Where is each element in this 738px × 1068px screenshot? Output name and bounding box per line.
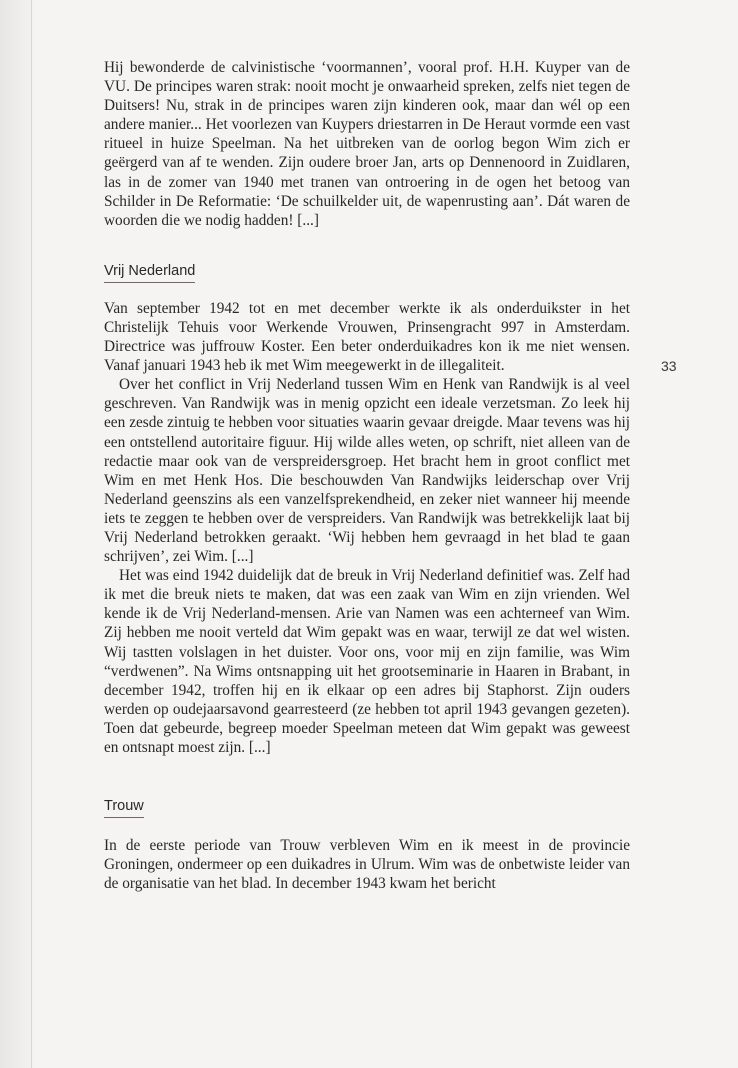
intro-paragraph: Hij bewonderde de calvinistische ‘voormannen’, vooral prof. H.H. Kuyper van de VU. De principes waren strak: nooit mocht je onwaarheid spreken, zelfs niet tegen de Duitsers! Nu, strak in de principes waren zijn kinderen ook, maar dan wél op een andere manier... Het voorlezen van Kuypers driestarren in De Heraut vormde een vast ritueel in huize Speelman. Na het uitbreken van de oorlog begon Wim zich er geërgerd van af te wenden. Zijn oudere broer Jan, arts op Dennenoord in Zuidlaren, las in de zomer van 1940 met tranen van ontroering in de ogen het betoog van Schilder in De Reformatie: ‘De schuilkelder uit, de wapenrusting aan’. Dát waren de woorden die we nodig hadden! [...] (104, 59, 630, 229)
vrij-nederland-paragraph-2: Over het conflict in Vrij Nederland tussen Wim en Henk van Randwijk is al veel geschreven. Van Randwijk was in menig opzicht een ideale verzetsman. Zo leek hij een zesde zintuig te hebben voor situaties waarin gevaar dreigde. Maar tevens was hij een ontstellend autoritaire figuur. Hij wilde alles weten, op schrift, niet alleen van de redactie maar ook van de verspreidersgroep. Het bracht hem in groot conflict met Wim en met Henk Hos. Die beschouwden Van Randwijks leiderschap over Vrij Nederland geenszins als een vanzelfsprekendheid, en zeker niet wanneer hij meende iets te zeggen te hebben over de verspreiders. Van Randwijk was betrekkelijk laat bij Vrij Nederland betrokken geraakt. ‘Wij hebben hem gevraagd in het blad te gaan schrijven’, zei Wim. [...] (104, 376, 630, 566)
vrij-nederland-paragraph-1: Van september 1942 tot en met december werkte ik als onderduikster in het Christelijk Tehuis voor Werkende Vrouwen, Prinsengracht 997 in Amsterdam. Directrice was juffrouw Koster. Een beter onderduikadres kon ik me niet wensen. Vanaf januari 1943 heb ik met Wim meegewerkt in de illegaliteit. (104, 299, 630, 375)
page-body (104, 58, 630, 893)
section-heading-vrij-nederland: Vrij Nederland (104, 262, 195, 283)
vrij-nederland-paragraph-3: Het was eind 1942 duidelijk dat de breuk in Vrij Nederland definitief was. Zelf had ik met die breuk niets te maken, dat was een zaak van Wim en zijn vrienden. Wel kende ik de Vrij Nederland-mensen. Arie van Namen was een achterneef van Wim. Zij hebben me nooit verteld dat Wim gepakt was en waar, terwijl ze dat wel wisten. Wij tastten volslagen in het duister. Voor ons, voor mij en zijn familie, was Wim “verdwenen”. Na Wims ontsnapping uit het grootseminarie in Haaren in Brabant, in december 1942, troffen hij en ik elkaar op een adres bij Staphorst. Zijn ouders werden op oudejaarsavond gearresteerd (ze hebben tot april 1943 gevangen gezeten). Toen dat gebeurde, begreep moeder Speelman meteen dat Wim gepakt was geweest en ontsnapt moest zijn. [...] (104, 567, 630, 756)
trouw-paragraph-1: In de eerste periode van Trouw verbleven Wim en ik meest in de provincie Groningen, ondermeer op een duikadres in Ulrum. Wim was de onbetwiste leider van de organisatie van het blad. In december 1943 kwam het bericht (104, 837, 630, 893)
binding-fold-line (31, 0, 32, 1068)
section-heading-trouw: Trouw (104, 797, 144, 818)
binding-gutter (0, 0, 34, 1068)
page-number: 33 (661, 358, 677, 374)
